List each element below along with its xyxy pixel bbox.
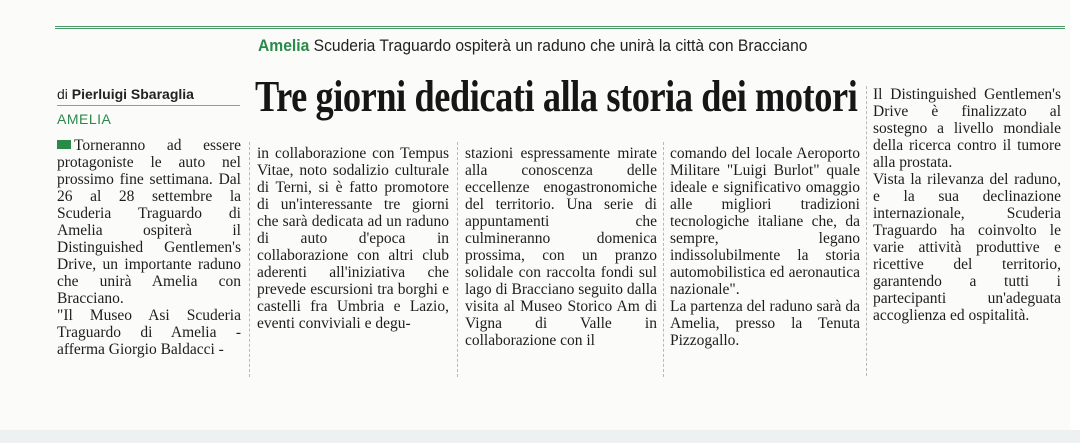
paragraph: La partenza del raduno sarà da Amelia, presso la Tenuta Pizzogallo. xyxy=(670,298,860,349)
column-divider xyxy=(457,142,458,377)
article-column-2 xyxy=(257,145,449,332)
kicker-place: Amelia xyxy=(258,36,310,55)
paragraph-text: Torneranno ad essere protagoniste le auto nel prossimo fine settimana. Dal 26 al 28 settembre la Scuderia Traguardo di Amelia ospiterà il Distinguished Gentlemen's Drive, un importante raduno che unirà Amelia con Bracciano. xyxy=(57,137,241,307)
article-column-4 xyxy=(670,145,860,349)
page-edge xyxy=(1070,0,1080,443)
article-column-5 xyxy=(873,86,1061,324)
kicker xyxy=(258,36,902,56)
dateline-location: AMELIA xyxy=(57,111,112,127)
paragraph: in collaborazione con Tempus Vitae, noto sodalizio culturale di Terni, si è fatto promotore di un'interessante tre giorni che sarà dedicata ad un raduno di auto d'epoca in collaborazione con altri club aderenti all'iniziativa che prevede escursioni tra borghi e castelli fra Umbria e Lazio, eventi conviviali e degu- xyxy=(257,145,449,332)
page-bottom-edge xyxy=(0,430,1080,443)
paragraph: Il Distinguished Gentlemen's Drive è finalizzato al sostegno a livello mondiale della ricerca contro il tumore alla prostata. xyxy=(873,86,1061,171)
green-square-icon xyxy=(57,140,71,149)
paragraph xyxy=(57,137,241,307)
headline: Tre giorni dedicati alla storia dei motori xyxy=(255,72,858,121)
byline-author: Pierluigi Sbaraglia xyxy=(71,86,194,102)
byline-prefix: di xyxy=(57,86,68,102)
article-column-3 xyxy=(465,145,657,349)
byline xyxy=(57,86,194,102)
kicker-text: Scuderia Traguardo ospiterà un raduno che unirà la città con Bracciano xyxy=(313,36,808,55)
paragraph: stazioni espressamente mirate alla conoscenza delle eccellenze enogastronomiche del territorio. Una serie di appuntamenti che culmineranno domenica prossima, con un pranzo solidale con raccolta fondi sul lago di Bracciano seguito dalla visita al Museo Storico Am di Vigna di Valle in collaborazione con il xyxy=(465,145,657,349)
paragraph: "Il Museo Asi Scuderia Traguardo di Amelia - afferma Giorgio Baldacci - xyxy=(57,307,241,358)
paragraph: Vista la rilevanza del raduno, e la sua declinazione internazionale, Scuderia Traguardo ha coinvolto le varie attività produttive e ricettive del territorio, garantendo a tutti i partecipanti un'adeguata accoglienza ed ospitalità. xyxy=(873,171,1061,324)
article-column-1 xyxy=(57,137,241,358)
column-divider xyxy=(866,86,867,376)
column-divider xyxy=(249,142,250,377)
paragraph: comando del locale Aeroporto Militare "Luigi Burlot" quale ideale e significativo omaggio alle migliori tradizioni tecnologiche italiane che, da sempre, legano indissolubilmente la storia automobilistica ed aeronautica nazionale". xyxy=(670,145,860,298)
byline-divider xyxy=(57,105,240,106)
top-rule xyxy=(55,26,1065,31)
column-divider xyxy=(663,142,664,377)
